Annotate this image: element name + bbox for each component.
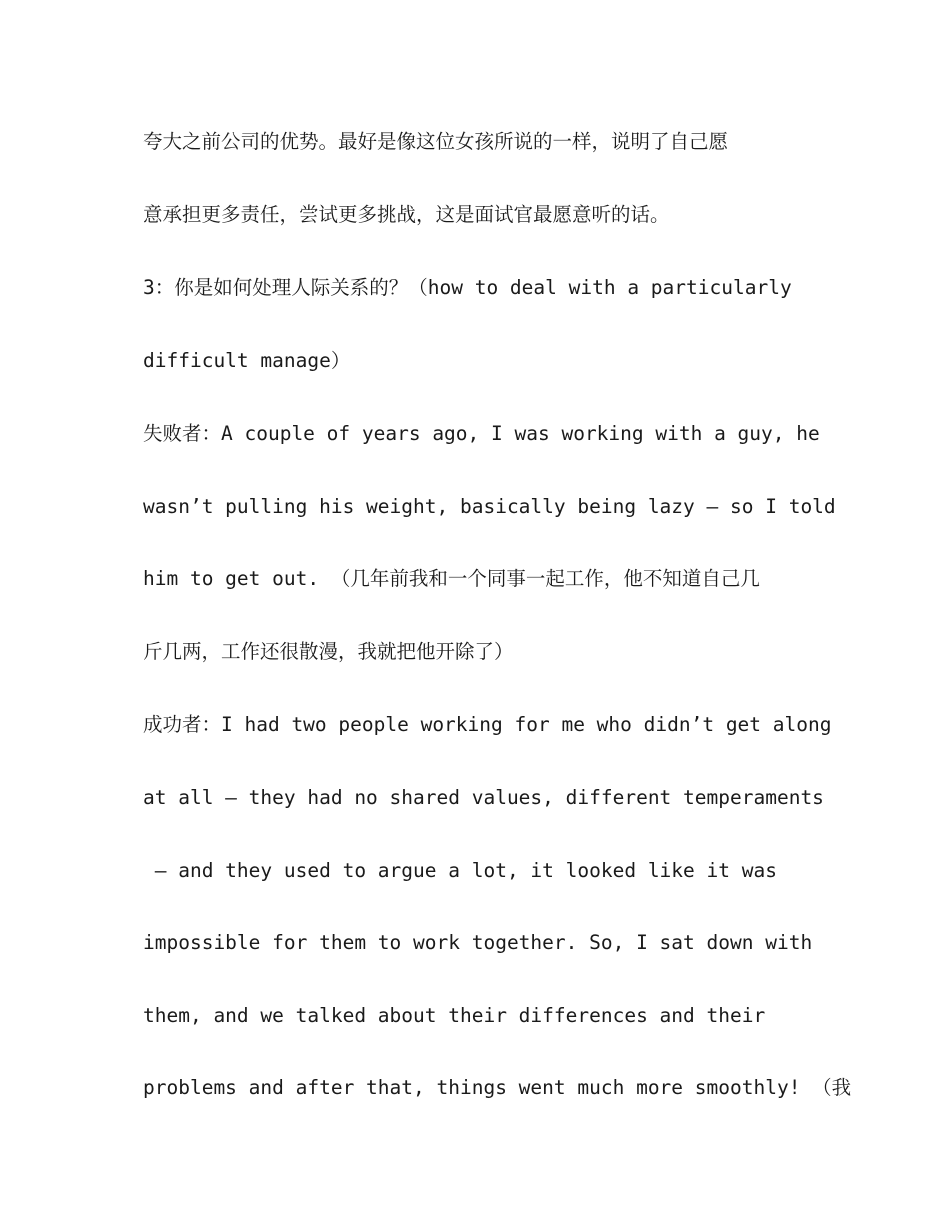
text-line: them, and we talked about their differences and their — [143, 1004, 766, 1027]
text-line: 夸大之前公司的优势。最好是像这位女孩所说的一样，说明了自己愿 — [143, 130, 729, 153]
text-line: him to get out. （几年前我和一个同事一起工作，他不知道自己几 — [143, 567, 760, 590]
text-line: – and they used to argue a lot, it looked like it was — [143, 859, 777, 882]
text-line: difficult manage） — [143, 349, 351, 372]
text-line: impossible for them to work together. So, I sat down with — [143, 931, 813, 954]
text-line: at all – they had no shared values, different temperaments — [143, 786, 824, 809]
text-line: wasn’t pulling his weight, basically being lazy – so I told — [143, 495, 836, 518]
text-line: problems and after that, things went much more smoothly! （我 — [143, 1076, 852, 1099]
text-line: 意承担更多责任，尝试更多挑战，这是面试官最愿意听的话。 — [143, 203, 670, 226]
success-answer-line: 成功者：I had two people working for me who didn’t get along — [143, 713, 832, 736]
text-line: 斤几两，工作还很散漫，我就把他开除了） — [143, 640, 514, 663]
failure-answer-line: 失败者：A couple of years ago, I was working with a guy, he — [143, 422, 820, 445]
question-heading: 3：你是如何处理人际关系的？（how to deal with a particularly — [143, 276, 792, 299]
